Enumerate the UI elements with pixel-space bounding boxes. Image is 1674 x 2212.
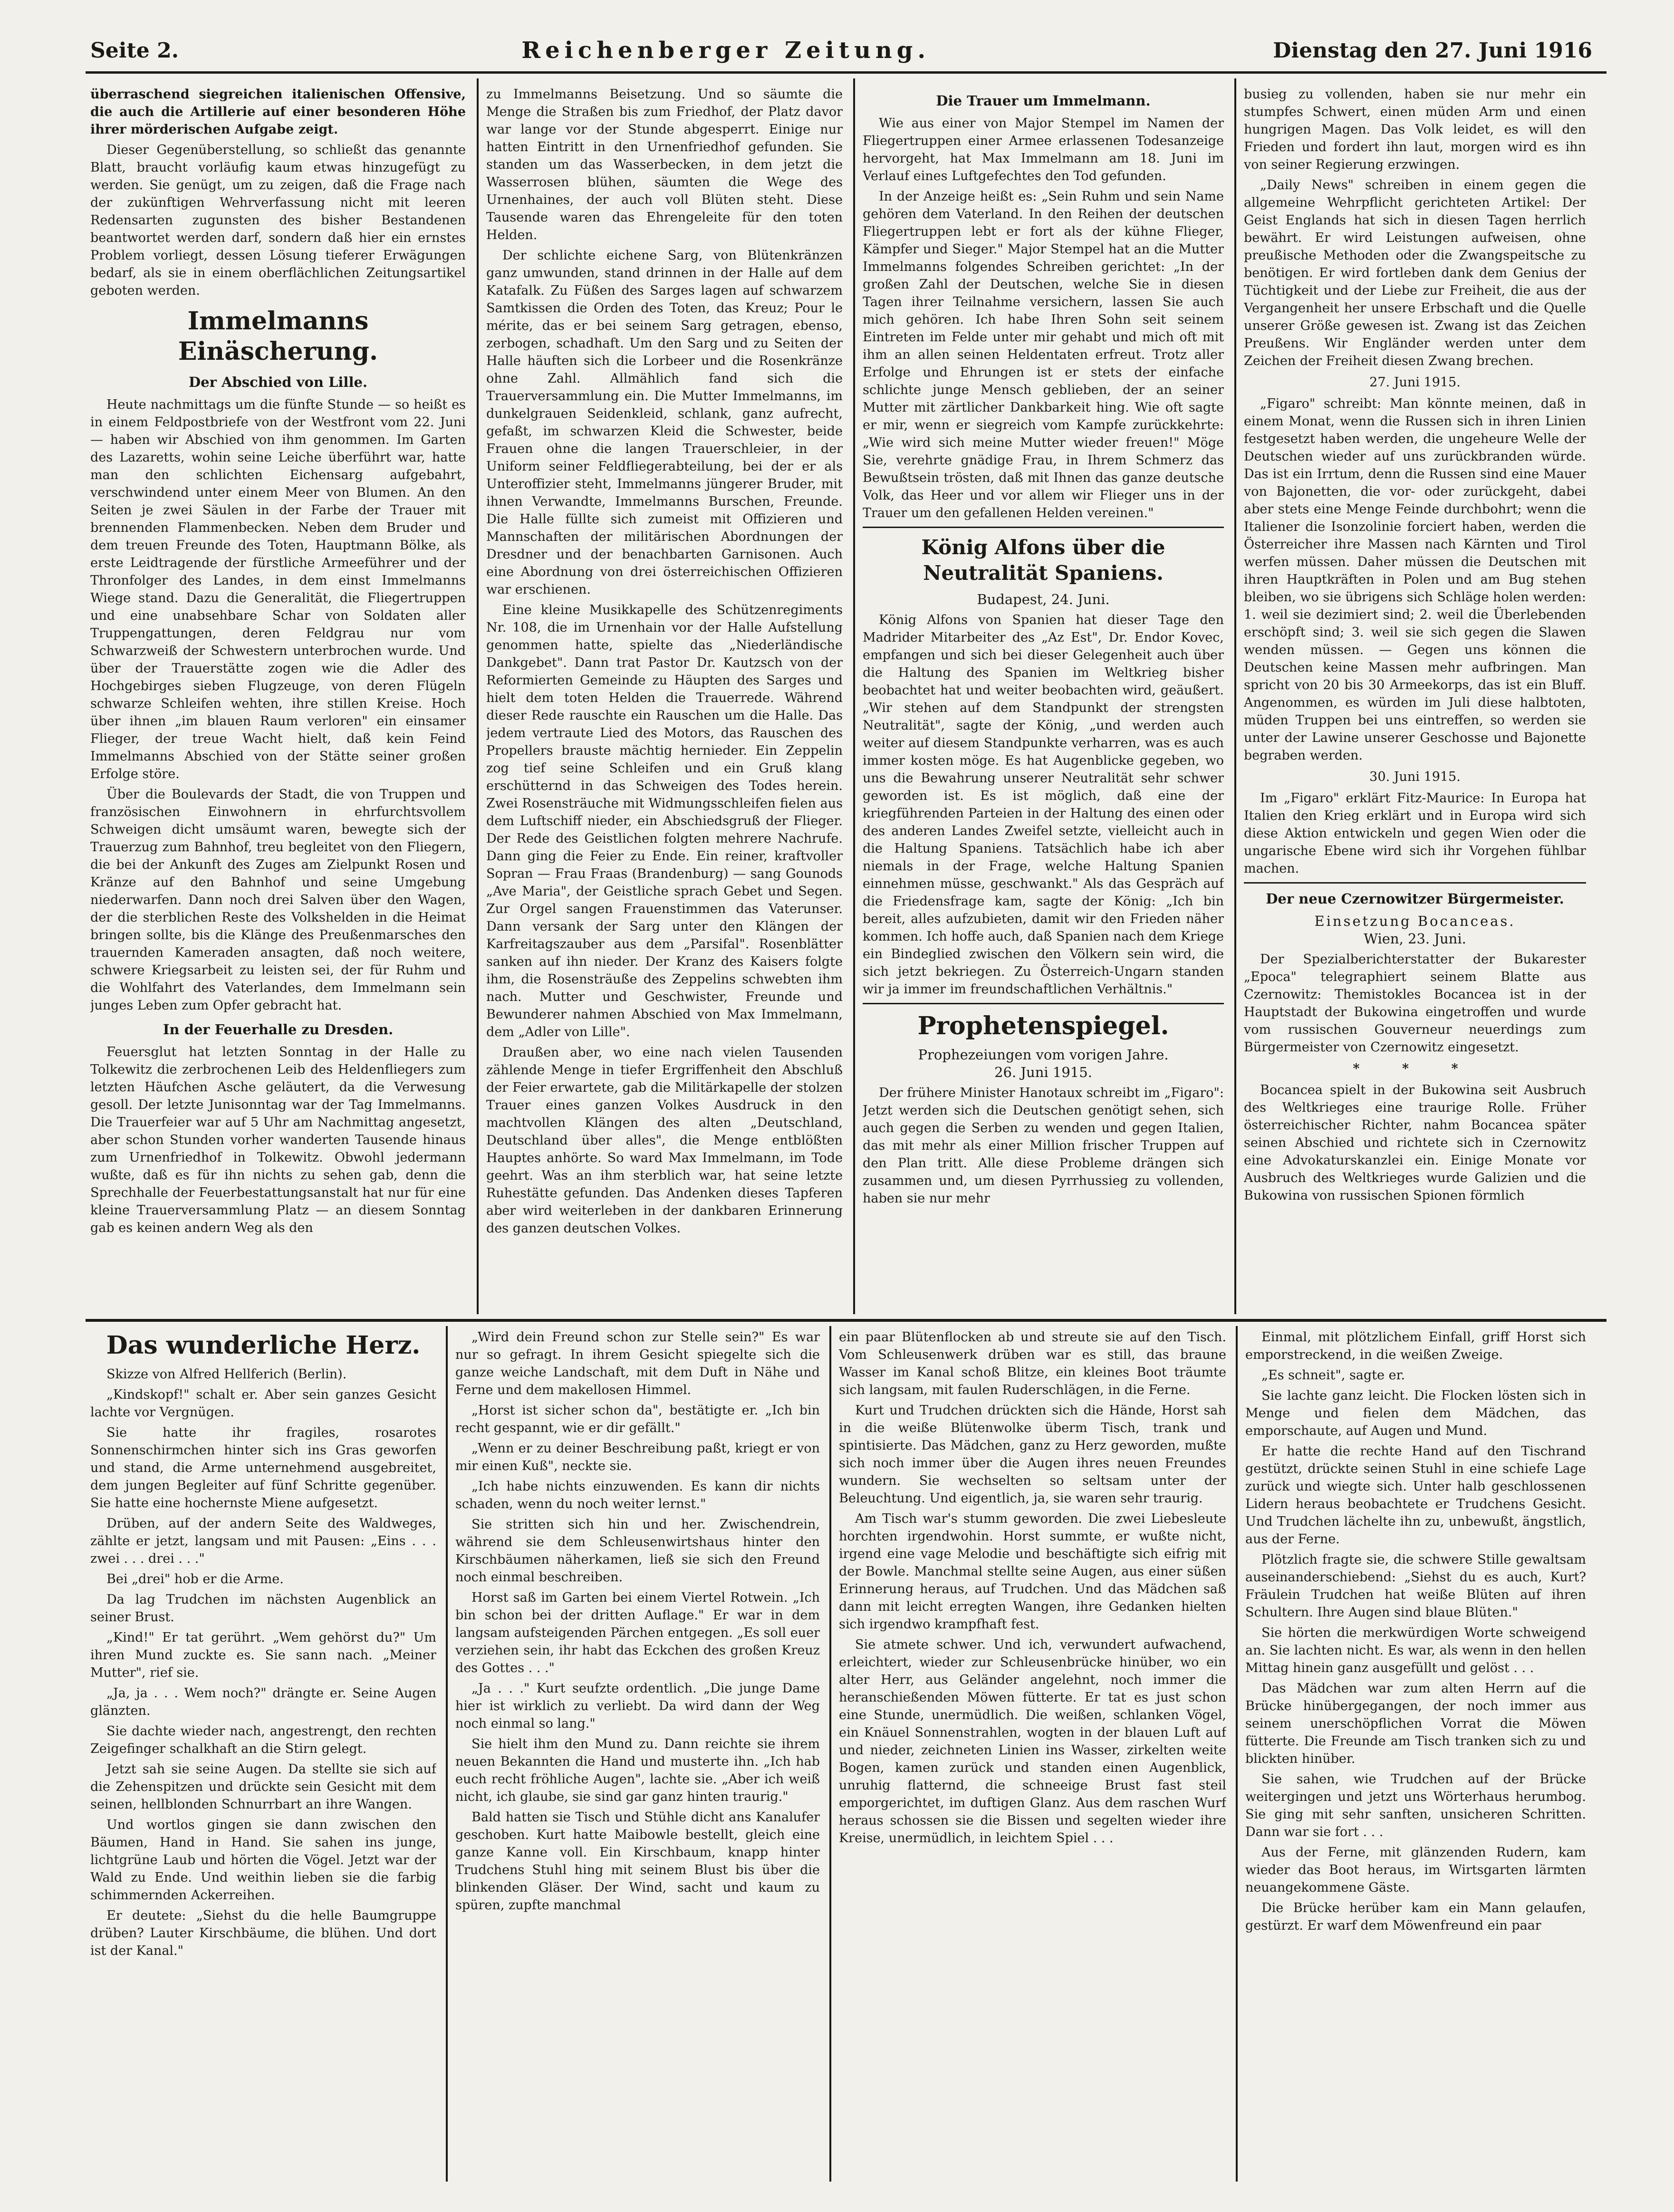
column-4 [1244, 86, 1586, 1307]
article-text: In der Anzeige heißt es: „Sein Ruhm und sein Name gehören dem Vaterland. In den Reihen der deutschen Fliegertruppen lebt er fort als der kühne Flieger, Kämpfer und Sieger." Major Stempel hat an die Mutter Immelmanns folgendes Schreiben gerichtet: „In der großen Zahl der Deutschen, welche Sie in diesen Tagen ihrer Teilnahme versichern, lassen Sie auch mich gehören. Ich habe Ihren Sohn seit seinem Eintreten im Felde unter mir gehabt und mich oft mit ihm an allen seinen Heldentaten erfreut. Trotz aller Erfolge und Ehrungen ist er stets der einfache schlichte junge Mensch geblieben, der an seiner Mutter mit zärtlicher Dankbarkeit hing. Wie oft sagte er mir, wenn er siegreich vom Kampfe zurückkehrte: „Wie wird sich meine Mutter wieder freuen!" Möge Sie, verehrte gnädige Frau, in Ihrem Schmerz das Bewußtsein trösten, daß mit Ihnen das ganze deutsche Volk, das Heer und vor allem wir Flieger uns in der Trauer um den gefallenen Helden vereinen." [863, 189, 1224, 520]
article-text: König Alfons von Spanien hat dieser Tage den Madrider Mitarbeiter des „Az Est", Dr. Endor Kovec, empfangen und sich bei dieser Gelegenheit auch über die Haltung des Spanien im Weltkrieg bisher beobachtet hat und weiter beobachten wird, geäußert. „Wir stehen auf dem Standpunkt der strengsten Neutralität", sagte der König, „und werden auch weiter auf diesem Standpunkte verharren, was es auch immer kosten möge. Es hat Augenblicke gegeben, wo uns die Bewahrung unserer Neutralität sehr schwer geworden ist. Es ist möglich, daß eine der kriegführenden Parteien in der Haltung des einen oder des anderen Landes Zweifel setzte, vielleicht auch in die Haltung Spaniens. Tatsächlich habe ich aber niemals in der Frage, welche Haltung Spanien einnehmen müsse, geschwankt." Als das Gespräch auf die Friedensfrage kam, sagte der König: „Ich bin bereit, alles aufzubieten, damit wir den Frieden näher kommen. Ich hoffe auch, daß Spanien nach dem Kriege ein Bindeglied zwischen den Völkern sein wird, die sich jetzt bekriegen. Zu Österreich-Ungarn standen wir ja immer im freundschaftlichen Verhältnis." [863, 613, 1224, 997]
story-text: Er deutete: „Siehst du die helle Baumgruppe drüben? Lauter Kirschbäume, die blühen. Und dort ist der Kanal." [90, 1908, 436, 1958]
story-text: „Es schneit", sagte er. [1261, 1368, 1405, 1383]
column-rule [477, 78, 479, 1314]
story-text: Er hatte die rechte Hand auf den Tischrand gestützt, drückte seinen Stuhl in eine schiefe Lage zurück und wiegte sich. Unter halb geschlossenen Lidern heraus beobachtete er Trudchens Gesicht. Und Trudchen lächelte ihn zu, unbewußt, ängstlich, aus der Ferne. [1245, 1444, 1586, 1547]
story-text: „Kind!" Er tat gerührt. „Wem gehörst du?" Um ihren Mund zuckte es. Sie sann nach. „Meiner Mutter", rief sie. [90, 1630, 436, 1680]
story-text: Am Tisch war's stumm geworden. Die zwei Liebesleute horchten irgendwohin. Horst summte, er wußte nicht, irgend eine vage Melodie und beschäftigte sich eifrig mit der Bowle. Manchmal stellte seine Augen, aus einer süßen Erinnerung heraus, auf Trudchen. Und das Mädchen saß dann mit leicht erregten Wangen, ihre Gedanken hielten sich irgendwo krampfhaft fest. [839, 1511, 1226, 1632]
subheadline: Die Trauer um Immelmann. [936, 93, 1151, 109]
subheadline: Einsetzung Bocanceas. [1314, 913, 1516, 929]
dateline: Budapest, 24. Juni. [977, 591, 1110, 607]
story-text: „Wenn er zu deiner Beschreibung paßt, kriegt er von mir einen Kuß", neckte sie. [455, 1441, 820, 1473]
column-rule [829, 1326, 831, 2182]
feuilleton-column-2 [455, 1328, 820, 2179]
article-text: Der frühere Minister Hanotaux schreibt im „Figaro": Jetzt werden sich die Deutschen genötigt sehen, sich auch gegen die Serben zu wenden und gegen Italien, das mit mehr als einer Million frischer Truppen auf den Plan tritt. Alle diese Probleme drängen sich zusammen und, um diesen Pyrrhussieg zu vollenden, haben sie nur mehr [863, 1086, 1224, 1206]
subheadline: Prophezeiungen vom vorigen Jahre. [918, 1047, 1169, 1063]
separator-stars: * * * [1353, 1061, 1477, 1076]
story-text: Sie hörten die merkwürdigen Worte schweigend an. Sie lachten nicht. Es war, als wenn in den hellen Mittag hinein ganz ausgefüllt und gelöst . . . [1245, 1625, 1586, 1675]
story-text: „Wird dein Freund schon zur Stelle sein?" Es war nur so gefragt. In ihrem Gesicht spiegelte sich die ganze weiche Landschaft, mit dem Duft in Nähe und Ferne und dem makellosen Himmel. [455, 1330, 820, 1397]
issue-date: Dienstag den 27. Juni 1916 [1273, 38, 1592, 63]
headline: Immelmanns Einäscherung. [178, 307, 378, 366]
article-text: „Figaro" schreibt: Man könnte meinen, daß in einem Monat, wenn die Russen sich in ihren Linien festgesetzt haben werden, die ungeheure Welle der Deutschen wieder auf uns zurückbranden würde. Das ist ein Irrtum, denn die Russen sind eine Mauer von Bajonetten, die vor- oder zurückgeht, dabei aber stets eine Menge Feinde durchbohrt; wenn die Italiener die Isonzolinie forciert haben, werden die Österreicher ihre Massen nach Kärnten und Tirol werfen müssen. Daher müssen die Deutschen mit ihren Hauptkräften in Polen und am Bug stehen bleiben, wo sie übrigens sich Schläge holen werden: 1. weil sie dezimiert sind; 2. weil die Überlebenden erschöpft sind; 3. weil sie sich gegen die Slawen wenden müssen. — Gegen uns können die Deutschen keine Massen mehr aufbringen. Man spricht von 20 bis 30 Armeekorps, das ist ein Bluff. Angenommen, es würden im Juli diese halbtoten, müden Truppen bei uns eintreffen, so werden sie unter der Lawine unserer Geschosse und Bajonette begraben werden. [1244, 396, 1586, 763]
story-text: Das Mädchen war zum alten Herrn auf die Brücke hinübergegangen, der noch immer aus seinem unerschöpflichen Vorrat die Möwen fütterte. Die Freunde am Tisch tranken sich zu und blickten hinüber. [1245, 1681, 1586, 1766]
section-divider [1244, 882, 1586, 884]
column-3 [863, 86, 1224, 1307]
story-text: ein paar Blütenflocken ab und streute sie auf den Tisch. Vom Schleusenwerk drüben war es still, das braune Wasser im Kanal schoß Blitze, ein kleines Boot träumte sich langsam, mit faulen Ruderschlägen, in die Ferne. [839, 1330, 1226, 1397]
column-rule [446, 1326, 448, 2182]
story-text: „Ja . . ." Kurt seufzte ordentlich. „Die junge Dame hier ist wirklich zu verliebt. Da wird dann der Weg noch einmal so lang." [455, 1681, 820, 1731]
article-text: Über die Boulevards der Stadt, die von Truppen und französischen Einwohnern in ehrfurchtsvollem Schweigen dicht umsäumt waren, bewegte sich der Trauerzug zum Bahnhof, treu begleitet von den Fliegern, die bei der Ankunft des Zuges am Zielpunkt Rosen und Kränze auf den Bahnhof und seine Umgebung niederwarfen. Dann noch drei Salven über den Wagen, der die sterblichen Reste des Volkshelden in die Heimat bringen sollte, bis die Klänge des Preußenmarsches den trauernden Kameraden ansagten, daß noch weitere, schwere Kriegsarbeit zu leisten sei, der für Ruhm und die Wohlfahrt des Vaterlandes, dem Immelmann sein junges Leben zum Opfer gebracht hat. [90, 787, 466, 1013]
article-text: Wie aus einer von Major Stempel im Namen der Fliegertruppen einer Armee erlassenen Todesanzeige hervorgeht, hat Max Immelmann am 18. Juni im Verlauf eines Luftgefechtes den Tod gefunden. [863, 116, 1224, 183]
subheadline: Der Abschied von Lille. [188, 374, 368, 390]
story-text: Sie sahen, wie Trudchen auf der Brücke weitergingen und jetzt uns Wörterhaus herumbog. Sie ging mit sehr sanften, unsicheren Schritten. Dann war sie fort . . . [1245, 1772, 1586, 1839]
article-text: „Daily News" schreiben in einem gegen die allgemeine Wehrpflicht gerichteten Artikel: Der Geist Englands hat sich in diesen Tagen herrlich bewährt. Er wird Leistungen aufweisen, ohne preußische Methoden oder die Zwangspeitsche zu benötigen. Er wird fortleben dank dem Genius der Tüchtigkeit und der Liebe zur Freiheit, die aus der Vergangenheit her unsere Erbschaft und die Quelle unserer Größe gewesen ist. Zwang ist das Zeichen Preußens. Wir Engländer werden unter dem Zeichen der Freiheit diesen Zwang brechen. [1244, 178, 1586, 368]
column-rule [853, 78, 855, 1314]
dateline: 27. Juni 1915. [1369, 375, 1461, 390]
story-text: Jetzt sah sie seine Augen. Da stellte sie sich auf die Zehenspitzen und drückte sein Gesicht mit dem seinen, hellblonden Schnurrbart an ihre Wangen. [90, 1762, 436, 1812]
dateline: Wien, 23. Juni. [1364, 931, 1466, 947]
story-text: Kurt und Trudchen drückten sich die Hände, Horst sah in die weiße Blütenwolke überm Tisch, trank und spintisierte. Das Mädchen, ganz zu Herz geworden, mußte sich noch immer über die Augen ihres neuen Freundes wundern. Sie wechselten so seltsam unter der Beleuchtung. Und eigentlich, ja, sie waren sehr traurig. [839, 1403, 1226, 1506]
story-text: Sie hielt ihm den Mund zu. Dann reichte sie ihrem neuen Bekannten die Hand und musterte ihn. „Ich hab euch recht fröhliche Augen", lachte sie. „Aber ich weiß nicht, ich glaube, sie sind gar ganz hinten traurig." [455, 1737, 820, 1804]
article-text: Heute nachmittags um die fünfte Stunde — so heißt es in einem Feldpostbriefe von der Westfront vom 22. Juni — haben wir Abschied von ihm genommen. Im Garten des Lazaretts, wohin seine Leiche überführt war, hatte man den schlichten Eichensarg aufgebahrt, verschwindend unter einem Meer von Blumen. An den Seiten je zwei Säulen in der Farbe der Trauer mit brennenden Flammenbecken. Neben dem Bruder und dem treuen Freunde des Toten, Hauptmann Bölke, als erste Leidtragende der fürstliche Armeeführer und der Thronfolger des Landes, in dem einst Immelmanns Wiege stand. Dazu die Generalität, die Fliegertruppen und eine unabsehbare Schar von Soldaten aller Truppengattungen, deren Feldgrau nur vom Schwarzweiß der Schwestern unterbrochen wurde. Und über der Trauerstätte zogen wie die Adler des Hochgebirges sieben Flugzeuge, von deren Flügeln schwarze Schleifen wehten, ihre stillen Kreise. Hoch über ihnen „im blauen Raum verloren" ein einsamer Flieger, der treue Wacht hielt, daß kein Feind Immelmanns Abschied von der Stätte seiner großen Erfolge störe. [90, 397, 466, 781]
feuilleton-title: Das wunderliche Herz. [106, 1331, 421, 1360]
headline: Prophetenspiegel. [917, 1011, 1169, 1040]
story-text: Sie stritten sich hin und her. Zwischendrein, während sie dem Schleusenwirtshaus hinter den Kirschbäumen näherkamen, ließ sie sich den Freund noch einmal beschreiben. [455, 1517, 820, 1585]
article-text: busieg zu vollenden, haben sie nur mehr ein stumpfes Schwert, einen müden Arm und einen hungrigen Magen. Das Volk leidet, es will den Frieden und fordert ihn laut, morgen wird es ihn von seiner Regierung erzwingen. [1244, 87, 1586, 172]
column-rule [1234, 78, 1236, 1314]
story-text: „Horst ist sicher schon da", bestätigte er. „Ich bin recht gespannt, wie er dir gefällt." [455, 1403, 820, 1435]
column-rule [1236, 1326, 1238, 2182]
feuilleton-column-1 [90, 1328, 436, 2179]
story-text: Bald hatten sie Tisch und Stühle dicht ans Kanalufer geschoben. Kurt hatte Maibowle bestellt, gleich eine ganze Kanne voll. Ein Kirschbaum, knapp hinter Trudchens Stuhl hing mit seinem Blust bis über die blinkenden Gläser. Der Wind, sacht und kaum zu spüren, zupfte manchmal [455, 1810, 820, 1913]
story-text: Drüben, auf der andern Seite des Waldweges, zählte er jetzt, langsam und mit Pausen: „Eins . . . zwei . . . drei . . ." [90, 1516, 436, 1566]
story-text: Sie lachte ganz leicht. Die Flocken lösten sich in Menge und fielen dem Mädchen, das emporschaute, auf Augen und Mund. [1245, 1388, 1586, 1438]
story-text: Einmal, mit plötzlichem Einfall, griff Horst sich emporstreckend, in die weißen Zweige. [1245, 1330, 1586, 1362]
column-1 [90, 86, 466, 1307]
story-text: Sie atmete schwer. Und ich, verwundert aufwachend, erleichtert, wieder zur Schleusenbrücke hinüber, wo ein alter Herr, aus Geländer angelehnt, noch immer die heranschießenden Möwen fütterte. Er tat es just schon eine Stunde, unermüdlich. Die weißen, schlanken Vögel, ein Knäuel Sonnenstrahlen, wogten in der blauen Luft auf und nieder, zeichneten Linien ins Wasser, zirkelten weite Bogen, kamen zurück und standen einen Augenblick, unruhig flatternd, die schneeige Brust fast steil emporgerichtet, im duftigen Glanz. Aus dem raschen Wurf heraus schossen sie die Bissen und segelten wieder ihre Kreise, unermüdlich, in leichtem Spiel . . . [839, 1637, 1226, 1846]
article-text: Eine kleine Musikkapelle des Schützenregiments Nr. 108, die im Urnenhain vor der Halle Aufstellung genommen hatte, spielte das „Niederländische Dankgebet". Dann trat Pastor Dr. Kautzsch von der Reformierten Gemeinde zu Häupten des Sarges und hielt dem toten Helden die Trauerrede. Während dieser Rede rauschte ein Rauschen um die Halle. Das jedem vertraute Lied des Motors, das Rauschen des Propellers brauste mächtig hernieder. Ein Zeppelin zog tief seine Schleifen und ein Gruß klang erschütternd in das Schweigen des Todes herein. Zwei Rosensträuche mit Widmungsschleifen fielen aus dem Luftschiff nieder, ein Abschiedsgruß der Flieger. Der Rede des Geistlichen folgten mehrere Nachrufe. Dann ging die Feier zu Ende. Ein reiner, kraftvoller Sopran — Frau Fraas (Brandenburg) — sang Gounods „Ave Maria", der Geistliche sprach Gebet und Segen. Zur Orgel sangen Frauenstimmen das Vaterunser. Dann versank der Sarg unter den Klängen der Karfreitagszauber aus dem „Parsifal". Rosenblätter sanken auf ihn nieder. Der Kranz des Kaisers folgte ihm, die Rosensträuße des Zeppelins schwebten ihm nach. Mutter und Geschwister, Freunde und Bewunderer nahmen Abschied von Max Immelmann, dem „Adler von Lille". [486, 603, 843, 1039]
story-text: „Kindskopf!" schalt er. Aber sein ganzes Gesicht lachte vor Vergnügen. [90, 1387, 436, 1420]
story-text: Da lag Trudchen im nächsten Augenblick an seiner Brust. [90, 1592, 436, 1625]
headline: König Alfons über die Neutralität Spaniens. [921, 536, 1165, 585]
story-text: Bei „drei" hob er die Arme. [106, 1572, 284, 1587]
dateline: 26. Juni 1915. [994, 1064, 1092, 1080]
article-text: Feuersglut hat letzten Sonntag in der Halle zu Tolkewitz die zerbrochenen Leib des Heldenfliegers zum letzten Häufchen Asche geläutert, da die Verwesung gesoll. Der letzte Junisonntag war der Tag Immelmanns. Die Trauerfeier war auf 5 Uhr am Nachmittag angesetzt, aber schon Stunden vorher wanderten Tausende hinaus zum Urnenfriedhof in Tolkewitz. Obwohl jedermann wußte, daß es für ihn nichts zu sehen gab, denn die Sprechhalle der Feuerbestattungsanstalt hat nur für eine kleine Trauerversammlung Platz — an diesem Sonntag gab es keinen andern Weg als den [90, 1045, 466, 1235]
section-divider [863, 1003, 1224, 1004]
story-text: Horst saß im Garten bei einem Viertel Rotwein. „Ich bin schon bei der dritten Auflage." Er war in dem langsam aufsteigenden Pärchen entgegen. „Es soll euer verziehen sein, ihr habt das Eckchen des großen Kreuz des Gottes . . ." [455, 1590, 820, 1675]
feuilleton-rule [86, 1319, 1607, 1322]
feuilleton-column-3 [839, 1328, 1226, 2179]
masthead-rule [86, 71, 1607, 74]
article-text: Der Spezialberichterstatter der Bukarester „Epoca" telegraphiert seinem Blatte aus Czernowitz: Themistokles Bocancea ist in der Hauptstadt der Bukowina eingetroffen und wurde vom russischen Gouverneur neuerdings zum Bürgermeister von Czernowitz eingesetzt. [1244, 952, 1586, 1055]
column-2 [486, 86, 843, 1307]
story-text: Die Brücke herüber kam ein Mann gelaufen, gestürzt. Er warf dem Möwenfreund ein paar [1245, 1901, 1586, 1933]
story-text: „Ich habe nichts einzuwenden. Es kann dir nichts schaden, wenn du noch weiter lernst." [455, 1479, 820, 1511]
section-divider [863, 527, 1224, 528]
story-text: Plötzlich fragte sie, die schwere Stille gewaltsam auseinanderschiebend: „Siehst du es auch, Kurt? Fräulein Trudchen hat weiße Blüten auf ihren Schultern. Ihre Augen sind blaue Blüten." [1245, 1552, 1586, 1620]
article-text: Der schlichte eichene Sarg, von Blütenkränzen ganz umwunden, stand drinnen in der Halle auf dem Katafalk. Zu Füßen des Sarges lagen auf schwarzem Samtkissen die Orden des Toten, das Kreuz; Pour le mérite, das er bei seinem Sarg getragen, ebenso, zerbogen, schadhaft. Um den Sarg und zu Seiten der Halle häuften sich die Lorbeer und die Rosenkränze ohne Zahl. Allmählich fand sich die Trauerversammlung ein. Die Mutter Immelmanns, im dunkelgrauen Seidenkleid, schlank, ganz aufrecht, gefaßt, im schwarzen Kleid die Schwester, beide Frauen ohne die langen Trauerschleier, in der Uniform seiner Feldfliegerabteilung, bei der er als Unteroffizier steht, Immelmanns jüngerer Bruder, mit ihnen Verwandte, Immelmanns Burschen, Freunde. Die Halle füllte sich zumeist mit Offizieren und Mannschaften der militärischen Abordnungen der Dresdner und der benachbarten Garnisonen. Auch eine Abordnung von drei österreichischen Offizieren war erschienen. [486, 248, 843, 597]
page-number: Seite 2. [90, 38, 179, 63]
story-text: Und wortlos gingen sie dann zwischen den Bäumen, Hand in Hand. Sie sahen ins junge, lichtgrüne Laub und hörten die Vögel. Jetzt war der Wald zu Ende. Und weithin lieben sie die farbig schimmernden Ackerreihen. [90, 1818, 436, 1903]
story-text: Sie hatte ihr fragiles, rosarotes Sonnenschirmchen hinter sich ins Gras geworfen und stand, die Arme unternehmend ausgebreitet, dem jungen Begleiter auf fünf Schritte gegenüber. Sie hatte eine hochernste Miene aufgesetzt. [90, 1425, 436, 1510]
subheadline: Der neue Czernowitzer Bürgermeister. [1266, 891, 1564, 907]
byline: Skizze von Alfred Hellferich (Berlin). [106, 1367, 347, 1382]
masthead [90, 33, 1592, 67]
dateline: 30. Juni 1915. [1369, 769, 1461, 784]
subheadline: In der Feuerhalle zu Dresden. [163, 1021, 394, 1038]
article-text: Draußen aber, wo eine nach vielen Tausenden zählende Menge in tiefer Ergriffenheit den Abschluß der Feier erwartete, gab die Militärkapelle der stolzen Trauer eines ganzen Volkes Ausdruck in den machtvollen Klängen des alten „Deutschland, Deutschland über alles", die Menge entblößten Hauptes anhörte. So ward Max Immelmann, im Tode geehrt. Was an ihm sterblich war, hat seine letzte Ruhestätte gefunden. Das Andenken dieses Tapferen aber wird weiterleben in der dankbaren Erinnerung des ganzen deutschen Volkes. [486, 1045, 843, 1236]
story-text: „Ja, ja . . . Wem noch?" drängte er. Seine Augen glänzten. [90, 1686, 436, 1718]
article-text: Bocancea spielt in der Bukowina seit Ausbruch des Weltkrieges eine traurige Rolle. Früher österreichischer Richter, nahm Bocancea später seinen Abschied und richtete sich in Czernowitz eine Advokaturskanzlei ein. Einige Monate vor Ausbruch des Weltkrieges wurde Galizien und die Bukowina von russischen Spionen förmlich [1244, 1083, 1586, 1203]
article-text: Dieser Gegenüberstellung, so schließt das genannte Blatt, braucht vorläufig kaum etwas hinzugefügt zu werden. Sie genügt, um zu zeigen, daß die Frage nach der zukünftigen Wehrverfassung nicht mit leeren Redensarten zugunsten des bisher Bestandenen beantwortet werden darf, sondern daß hier ein ernstes Problem vorliegt, dessen Lösung tieferer Erwägungen bedarf, als sie in einem oberflächlichen Zeitungsartikel geboten werden. [90, 143, 466, 298]
article-text: zu Immelmanns Beisetzung. Und so säumte die Menge die Straßen bis zum Friedhof, der Platz davor war lange vor der Stunde abgesperrt. Einige nur hatten Eintritt in den Urnenfriedhof gefunden. Sie standen um das Wasserbecken, in dem jetzt die Wasserrosen blühen, säumten die Wege des Urnenhaines, der auch voll Blüten steht. Diese Tausende waren das Ehrengeleite für den toten Helden. [486, 87, 843, 242]
newspaper-title: Reichenberger Zeitung. [521, 37, 931, 64]
article-text: Im „Figaro" erklärt Fitz-Maurice: In Europa hat Italien den Krieg erklärt und in Europa wird sich diese Aktion entwickeln und gegen Wien oder die ungarische Ebene wird sich ihr Vorgehen fühlbar machen. [1244, 791, 1586, 876]
article-text: überraschend siegreichen italienischen Offensive, die auch die Artillerie auf einer besonderen Höhe ihrer mörderischen Aufgabe zeigt. [90, 87, 466, 137]
story-text: Aus der Ferne, mit glänzenden Rudern, kam wieder das Boot heraus, im Wirtsgarten lärmten neuangekommene Gäste. [1245, 1845, 1586, 1895]
feuilleton-column-4 [1245, 1328, 1586, 2179]
story-text: Sie dachte wieder nach, angestrengt, den rechten Zeigefinger schalkhaft an die Stirn gelegt. [90, 1724, 436, 1756]
